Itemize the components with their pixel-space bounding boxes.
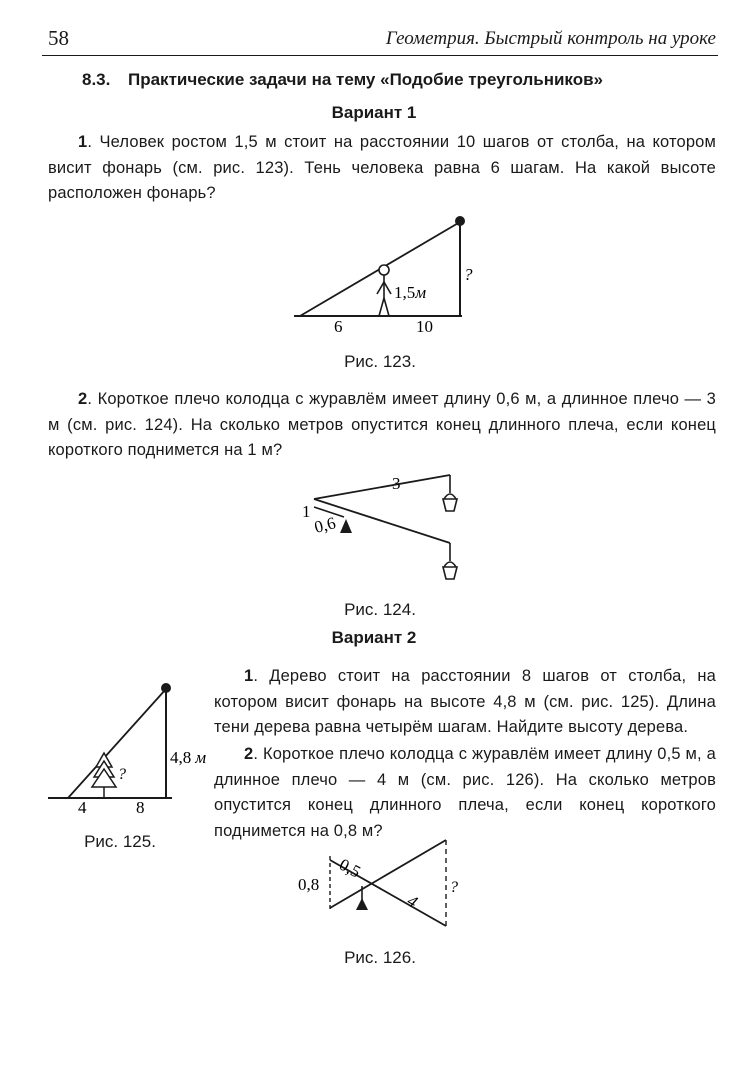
label-long-arm: 4 [404,891,421,912]
label-rise: 1 [302,502,311,521]
lamp-icon [455,216,465,226]
figure-126-caption: Рис. 126. [344,948,416,967]
figure-126 [290,838,480,938]
task-text: . Короткое плечо колодца с журавлём имеет длину 0,6 м, а длинное плечо — 3 м (см. рис. 124). На сколько метров опустится конец длинного плеча, если конец короткого поднимется на 1 м? [48,390,716,459]
bucket-icon [443,494,457,511]
task-number: 2 [78,390,88,408]
figure-123-caption: Рис. 123. [344,352,416,371]
variant1-task2 [48,387,716,464]
tree-icon [92,753,116,798]
lamp-icon [161,683,171,693]
light-ray [68,689,166,798]
variant2-title: Вариант 2 [331,628,417,647]
variant1-task1 [48,130,716,207]
label-shadow: 6 [334,317,343,336]
label-lamp-height: 4,8 м [170,748,207,767]
figure-125 [44,675,224,820]
section-title: Практические задачи на тему «Подобие треугольников» [128,70,604,89]
task-text: . Короткое плечо колодца с журавлём имеет длину 0,5 м, а длинное плечо — 4 м (см. рис. 126). На сколько метров опустится конец длинного плеча, если конец короткого поднимется на 0,8 м? [214,745,716,840]
section-number: 8.3. [82,70,111,89]
figure-125-caption: Рис. 125. [84,832,156,851]
task-number: 2 [244,745,254,763]
figure-124-caption: Рис. 124. [344,600,416,619]
label-distance: 8 [136,798,145,817]
running-title: Геометрия. Быстрый контроль на уроке [385,28,716,49]
header-rule [42,55,718,56]
variant1-title: Вариант 1 [331,103,417,122]
label-distance: 10 [416,317,433,336]
task-number: 1 [78,133,88,151]
bucket-icon [443,562,457,579]
figure-123 [280,210,480,340]
label-short-arm: 0,6 [312,513,338,537]
label-shadow: 4 [78,798,87,817]
pivot-icon [340,519,352,533]
lever-raised [314,475,450,499]
person-icon [377,265,391,316]
task-text: . Дерево стоит на расстоянии 8 шагов от столба, на котором висит фонарь на высоте 4,8 м (см. рис. 125). Длина тени дерева равна четырём шагам. Найдите высоту дерева. [214,667,716,736]
label-unknown-height: ? [464,265,473,284]
label-unknown-height: ? [118,766,126,783]
page-number: 58 [48,26,69,50]
task-number: 1 [244,667,254,685]
figure-124 [296,465,476,590]
section-heading [82,70,603,90]
label-long-arm: 3 [392,474,401,493]
task-text: . Человек ростом 1,5 м стоит на расстоянии 10 шагов от столба, на котором висит фонарь (см. рис. 123). Тень человека равна 6 шагам. На какой высоте расположен фонарь? [48,133,716,202]
label-rise: 0,8 [298,875,320,894]
label-unknown-drop: ? [450,879,458,896]
variant2-task2 [214,742,716,844]
label-short-arm: 0,5 [336,854,364,882]
label-person-height: 1,5м [394,283,427,302]
pivot-icon [356,898,368,910]
variant2-task1 [214,664,716,741]
